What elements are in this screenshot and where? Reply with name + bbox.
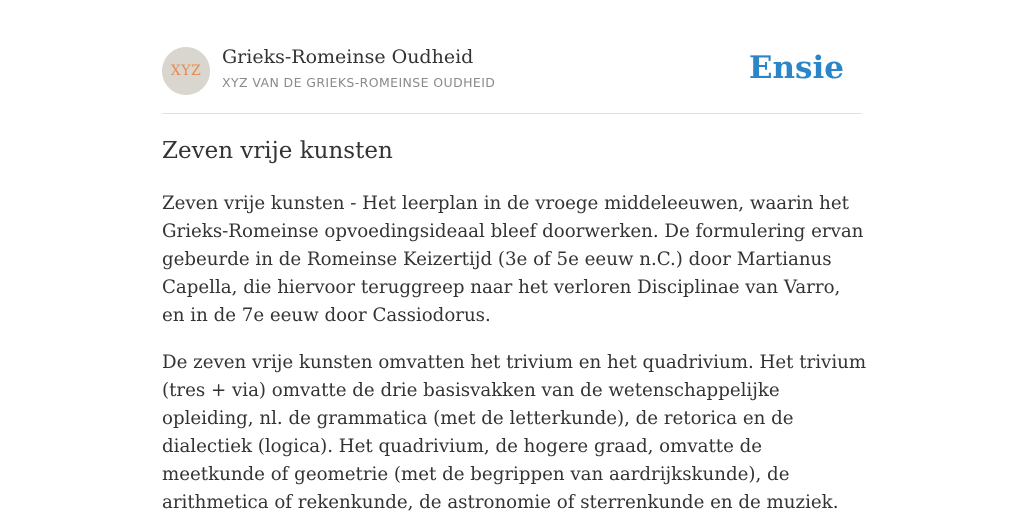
source-avatar[interactable]: XYZ [162, 47, 210, 95]
content-container [162, 0, 867, 512]
ensie-logo[interactable]: Ensie [748, 50, 844, 86]
article-paragraph: De zeven vrije kunsten omvatten het trivium en het quadrivium. Het trivium (tres + via) omvatte de drie basisvakken van de wetenschappelijke opleiding, nl. de grammatica (met de letterkunde), de retorica en de dialectiek (logica). Het quadrivium, de hogere graad, omvatte de meetkunde of geometrie (met de begrippen van aardrijkskunde), de arithmetica of rekenkunde, de astronomie of sterrenkunde en de muziek. [162, 352, 867, 512]
source-header [162, 0, 862, 114]
source-title[interactable]: Grieks-Romeinse Oudheid [222, 46, 474, 68]
article-title: Zeven vrije kunsten [162, 138, 393, 164]
article-paragraph: Zeven vrije kunsten - Het leerplan in de vroege middeleeuwen, waarin het Grieks-Romeinse opvoedingsideaal bleef doorwerken. De formulering ervan gebeurde in de Romeinse Keizertijd (3e of 5e eeuw n.C.) door Martianus Capella, die hiervoor teruggreep naar het verloren Disciplinae van Varro, en in de 7e eeuw door Cassiodorus. [162, 193, 864, 326]
article-body [162, 190, 868, 512]
source-subtitle: XYZ VAN DE GRIEKS-ROMEINSE OUDHEID [222, 75, 496, 90]
